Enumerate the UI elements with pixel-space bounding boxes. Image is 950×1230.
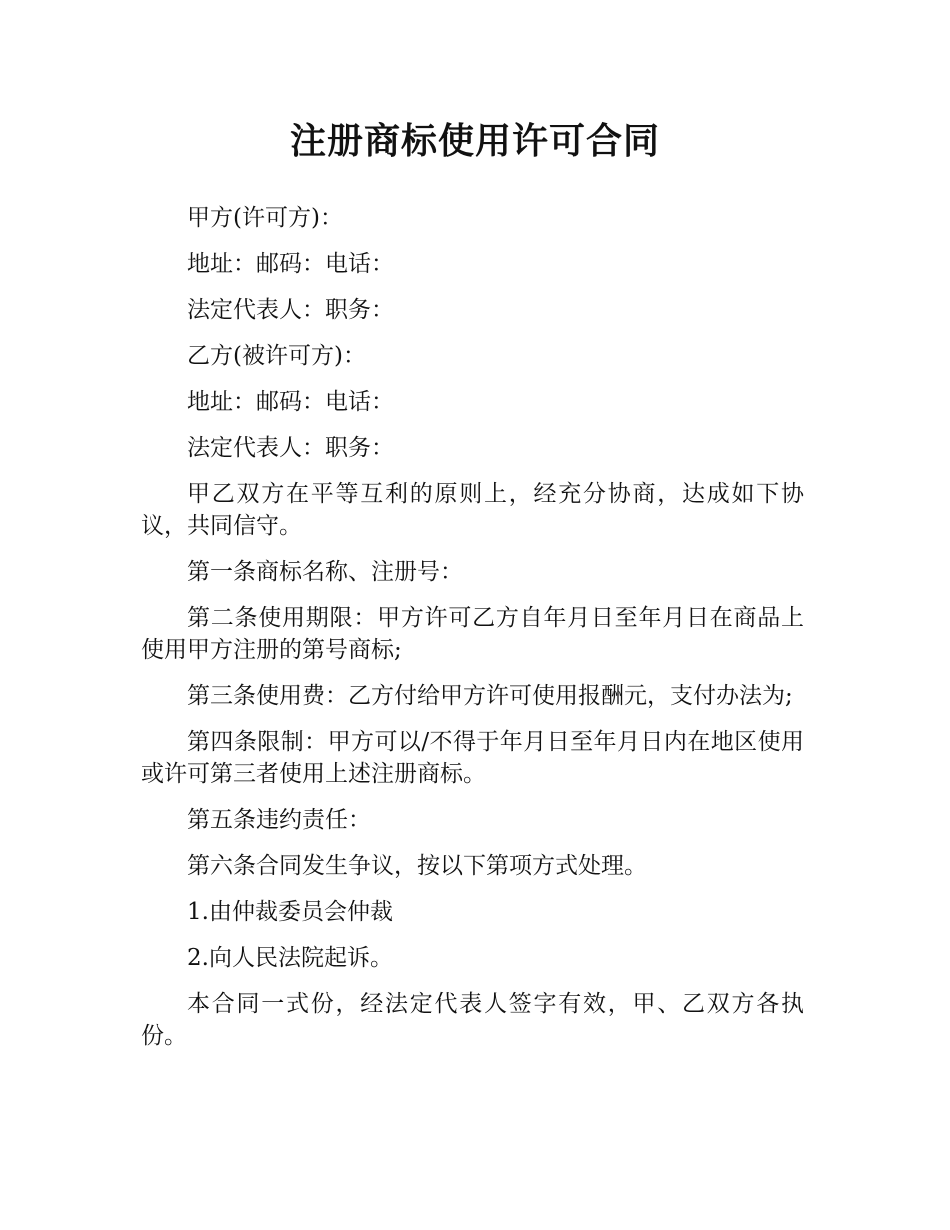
party-b-representative-line: 法定代表人：职务： (187, 435, 394, 461)
article-2: 第二条使用期限：甲方许可乙方自年月日至年月日在商品上使用甲方注册的第号商标; (141, 605, 804, 663)
document-body (141, 202, 804, 1066)
party-a-representative-line: 法定代表人：职务： (187, 297, 394, 323)
article-6: 第六条合同发生争议，按以下第项方式处理。 (187, 853, 647, 879)
party-a-address-line: 地址：邮码：电话： (187, 251, 394, 277)
party-a-label: 甲方(许可方)： (187, 205, 343, 231)
party-b-label: 乙方(被许可方)： (187, 343, 366, 369)
article-5: 第五条违约责任： (187, 807, 371, 833)
closing-paragraph: 本合同一式份，经法定代表人签字有效，甲、乙双方各执份。 (141, 991, 804, 1049)
dispute-option-1: 1.由仲裁委员会仲裁 (187, 899, 393, 925)
article-4: 第四条限制：甲方可以/不得于年月日至年月日内在地区使用或许可第三者使用上述注册商标。 (141, 729, 804, 787)
dispute-option-2: 2.向人民法院起诉。 (187, 945, 393, 971)
article-1: 第一条商标名称、注册号： (187, 559, 463, 585)
article-3: 第三条使用费：乙方付给甲方许可使用报酬元，支付办法为; (187, 683, 793, 709)
document-title: 注册商标使用许可合同 (289, 121, 660, 162)
party-b-address-line: 地址：邮码：电话： (187, 389, 394, 415)
preamble-paragraph: 甲乙双方在平等互利的原则上，经充分协商，达成如下协议，共同信守。 (141, 481, 804, 539)
